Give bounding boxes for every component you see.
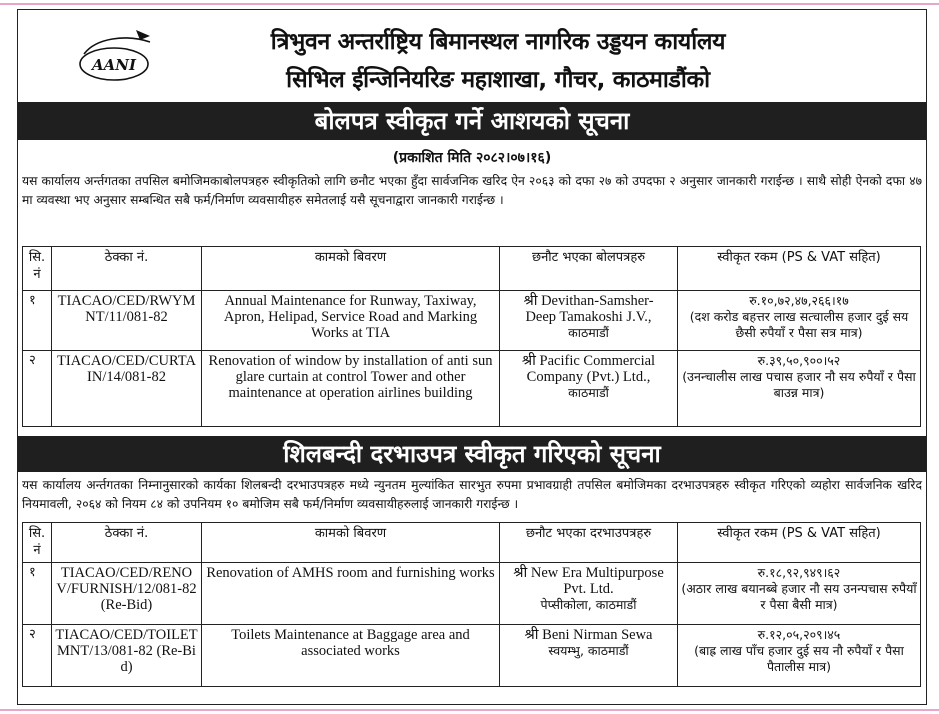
- col-header-bidder: छनौट भएका बोलपत्रहरु: [500, 247, 678, 291]
- amount-figure: रु.१८,९२,९४९।६२: [757, 565, 841, 580]
- row-sn: १: [23, 291, 52, 351]
- bidder-line1: श्री Pacific Commercial: [521, 353, 656, 369]
- row-bidder: [500, 291, 678, 351]
- row-bidder: [500, 563, 678, 625]
- logo-text: AANI: [91, 56, 137, 74]
- bidder-line1: श्री Devithan-Samsher-: [523, 293, 654, 309]
- row-description: Renovation of window by installation of anti sun glare curtain at control Tower and other maintenance at operation airlines building: [202, 351, 500, 427]
- office-title: त्रिभुवन अन्तर्राष्ट्रिय बिमानस्थल नागरिक उड्डयन कार्यालय: [270, 29, 726, 55]
- header: [18, 10, 926, 102]
- table-header-row: [23, 247, 921, 291]
- row-sn: १: [23, 563, 52, 625]
- table-row: [23, 563, 921, 625]
- col-header-amount: स्वीकृत रकम (PS & VAT सहित): [678, 247, 921, 291]
- col-header-sn: सि. नं: [23, 247, 52, 291]
- row-contract-no: TIACAO/CED/RWYMNT/11/081-82: [52, 291, 202, 351]
- col-header-contract-no: ठेक्का नं.: [52, 247, 202, 291]
- division-title: सिभिल ईन्जिनियरिङ महाशाखा, गौचर, काठमाडौंको: [286, 67, 710, 93]
- amount-words: (अठार लाख बयानब्बे हजार नौ सय उनन्पचास रुपैयाँ र पैसा बैसी मात्र): [681, 581, 917, 612]
- row-sn: २: [23, 351, 52, 427]
- bidder-line2: स्वयम्भु, काठमाडौं: [548, 643, 629, 658]
- row-amount: [678, 625, 921, 687]
- notice1-table: [22, 246, 921, 427]
- notice-frame: [17, 9, 927, 705]
- col-header-contract-no: ठेक्का नं.: [52, 523, 202, 563]
- top-border-line: [0, 3, 939, 5]
- bidder-line2: Company (Pvt.) Ltd.,: [526, 369, 651, 385]
- table-row: [23, 291, 921, 351]
- notice1-paragraph: यस कार्यालय अर्न्तगतका तपसिल बमोजिमकाबोलपत्रहरु स्वीकृतिको लागि छनौट भएका हुँदा सार्वजनिक खरिद ऐन २०६३ को दफा २७ को उपदफा २ अनुसार जानकारी गराईन्छ । साथै सोही ऐनको दफा ४७ मा व्यवस्था भए अनुसार सम्बन्धित सबै फर्म/निर्माण व्यवसायीहरु समेतलाई यसै सूचनाद्वारा जानकारी गराईन्छ ।: [22, 174, 922, 207]
- table-header-row: [23, 523, 921, 563]
- bidder-line1: श्री Beni Nirman Sewa: [524, 627, 653, 643]
- amount-words: (उनन्चालीस लाख पचास हजार नौ सय रुपैयाँ र पैसा बाउन्न मात्र): [682, 369, 916, 400]
- row-sn: २: [23, 625, 52, 687]
- table-row: [23, 625, 921, 687]
- bidder-line1: श्री New Era Multipurpose: [513, 565, 664, 581]
- amount-figure: रु.३९,५०,९००।५२: [757, 353, 841, 368]
- caan-logo-icon: [76, 24, 154, 88]
- table-row: [23, 351, 921, 427]
- bidder-line2: Deep Tamakoshi J.V.,: [525, 309, 652, 325]
- bidder-line2: Pvt. Ltd.: [563, 581, 614, 597]
- notice2-table: [22, 522, 921, 687]
- col-header-description: कामको बिवरण: [202, 247, 500, 291]
- row-contract-no: TIACAO/CED/CURTAIN/14/081-82: [52, 351, 202, 427]
- row-bidder: [500, 351, 678, 427]
- bidder-line3: काठमाडौं: [568, 325, 609, 340]
- row-description: Annual Maintenance for Runway, Taxiway, Apron, Helipad, Service Road and Marking Works at TIA: [202, 291, 500, 351]
- amount-words: (बाह्र लाख पाँच हजार दुई सय नौ रुपैयाँ र पैसा पैतालीस मात्र): [694, 643, 904, 674]
- row-amount: [678, 291, 921, 351]
- amount-figure: रु.१२,०५,२०९।४५: [757, 627, 841, 642]
- row-description: Renovation of AMHS room and furnishing works: [202, 563, 500, 625]
- row-contract-no: TIACAO/CED/RENOV/FURNISH/12/081-82 (Re-Bid): [52, 563, 202, 625]
- row-description: Toilets Maintenance at Baggage area and associated works: [202, 625, 500, 687]
- row-bidder: [500, 625, 678, 687]
- bidder-line3: काठमाडौं: [568, 385, 609, 400]
- amount-figure: रु.१०,७२,४७,२६६।१७: [749, 293, 849, 308]
- col-header-bidder: छनौट भएका दरभाउपत्रहरु: [500, 523, 678, 563]
- row-amount: [678, 563, 921, 625]
- col-header-description: कामको बिवरण: [202, 523, 500, 563]
- bottom-border-line: [0, 709, 939, 711]
- col-header-amount: स्वीकृत रकम (PS & VAT सहित): [678, 523, 921, 563]
- row-amount: [678, 351, 921, 427]
- notice2-banner: शिलबन्दी दरभाउपत्र स्वीकृत गरिएको सूचना: [18, 436, 926, 472]
- row-contract-no: TIACAO/CED/TOILETMNT/13/081-82 (Re-Bid): [52, 625, 202, 687]
- publication-date: (प्रकाशित मिति २०८२।०७।१६): [392, 150, 552, 166]
- bidder-line3: पेप्सीकोला, काठमाडौं: [540, 597, 637, 612]
- notice2-paragraph: यस कार्यालय अर्न्तगतका निम्नानुसारको कार्यका शिलबन्दी दरभाउपत्रहरु मध्ये न्युनतम मुल्यांकित सारभुत रुपमा प्रभावग्राही तपसिल बमोजिमका दरभाउपत्रहरु स्वीकृत गरिएको व्यहोरा सार्वजनिक खरिद नियमावली, २०६४ को नियम ८४ को उपनियम १० बमोजिम सबै फर्म/निर्माण व्यवसायीहरुलाई जानकारी गराईन्छ ।: [22, 478, 922, 511]
- col-header-sn: सि. नं: [23, 523, 52, 563]
- amount-words: (दश करोड बहत्तर लाख सत्चालीस हजार दुई सय छैसी रुपैयाँ र पैसा सत्र मात्र): [689, 309, 909, 340]
- notice1-banner: बोलपत्र स्वीकृत गर्ने आशयको सूचना: [18, 102, 926, 140]
